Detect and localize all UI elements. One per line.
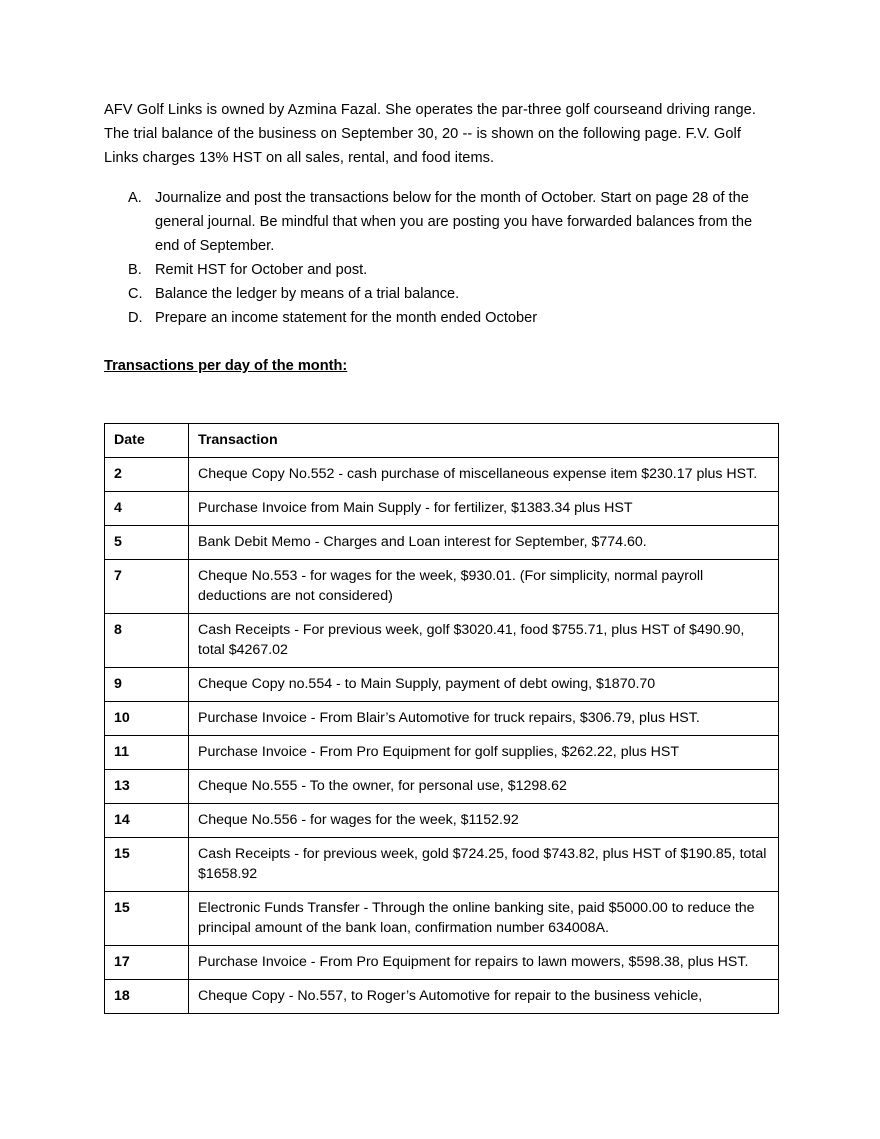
cell-transaction: Purchase Invoice - From Blair’s Automotive for truck repairs, $306.79, plus HST. bbox=[189, 702, 779, 736]
cell-date: 5 bbox=[105, 526, 189, 560]
transactions-table bbox=[104, 423, 779, 1014]
task-marker-d: D. bbox=[128, 310, 143, 326]
cell-date: 14 bbox=[105, 804, 189, 838]
task-item-c bbox=[104, 282, 778, 306]
column-header-transaction: Transaction bbox=[189, 424, 779, 458]
cell-transaction: Cash Receipts - for previous week, gold $724.25, food $743.82, plus HST of $190.85, total $1658.92 bbox=[189, 838, 779, 892]
task-text-b: Remit HST for October and post. bbox=[155, 262, 368, 278]
cell-date: 7 bbox=[105, 560, 189, 614]
cell-date: 9 bbox=[105, 668, 189, 702]
task-text-d: Prepare an income statement for the month ended October bbox=[155, 310, 538, 326]
cell-date: 4 bbox=[105, 492, 189, 526]
table-row bbox=[105, 702, 779, 736]
cell-date: 15 bbox=[105, 838, 189, 892]
table-row bbox=[105, 560, 779, 614]
cell-date: 18 bbox=[105, 980, 189, 1014]
task-item-d bbox=[104, 306, 778, 330]
cell-date: 17 bbox=[105, 946, 189, 980]
cell-date: 2 bbox=[105, 458, 189, 492]
table-row bbox=[105, 614, 779, 668]
cell-transaction: Cheque Copy - No.557, to Roger’s Automotive for repair to the business vehicle, bbox=[189, 980, 779, 1014]
table-row bbox=[105, 946, 779, 980]
task-item-b bbox=[104, 258, 778, 282]
table-body bbox=[105, 458, 779, 1014]
cell-transaction: Cheque No.555 - To the owner, for personal use, $1298.62 bbox=[189, 770, 779, 804]
table-row bbox=[105, 804, 779, 838]
table-row bbox=[105, 668, 779, 702]
cell-date: 8 bbox=[105, 614, 189, 668]
cell-transaction: Purchase Invoice - From Pro Equipment for golf supplies, $262.22, plus HST bbox=[189, 736, 779, 770]
table-row bbox=[105, 526, 779, 560]
cell-transaction: Cash Receipts - For previous week, golf $3020.41, food $755.71, plus HST of $490.90, total $4267.02 bbox=[189, 614, 779, 668]
document-content bbox=[104, 98, 778, 1014]
intro-paragraph: AFV Golf Links is owned by Azmina Fazal. She operates the par-three golf courseand driving range. The trial balance of the business on September 30, 20 -- is shown on the following page. F.V. Golf Links charges 13% HST on all sales, rental, and food items. bbox=[104, 102, 756, 166]
table-row bbox=[105, 492, 779, 526]
cell-transaction: Cheque No.553 - for wages for the week, $930.01. (For simplicity, normal payroll deductions are not considered) bbox=[189, 560, 779, 614]
cell-transaction: Cheque Copy no.554 - to Main Supply, payment of debt owing, $1870.70 bbox=[189, 668, 779, 702]
section-heading: Transactions per day of the month: bbox=[104, 358, 348, 374]
cell-date: 15 bbox=[105, 892, 189, 946]
table-header-row bbox=[105, 424, 779, 458]
cell-date: 11 bbox=[105, 736, 189, 770]
task-item-a bbox=[104, 186, 778, 258]
cell-transaction: Cheque No.556 - for wages for the week, $1152.92 bbox=[189, 804, 779, 838]
cell-date: 10 bbox=[105, 702, 189, 736]
transactions-table-wrap bbox=[104, 423, 778, 1014]
table-row bbox=[105, 892, 779, 946]
task-marker-a: A. bbox=[128, 190, 142, 206]
task-text-c: Balance the ledger by means of a trial balance. bbox=[155, 286, 460, 302]
column-header-date: Date bbox=[105, 424, 189, 458]
table-row bbox=[105, 458, 779, 492]
section-heading-wrap bbox=[104, 330, 778, 378]
cell-transaction: Purchase Invoice - From Pro Equipment for repairs to lawn mowers, $598.38, plus HST. bbox=[189, 946, 779, 980]
task-marker-c: C. bbox=[128, 286, 143, 302]
table-row bbox=[105, 736, 779, 770]
cell-transaction: Purchase Invoice from Main Supply - for fertilizer, $1383.34 plus HST bbox=[189, 492, 779, 526]
task-marker-b: B. bbox=[128, 262, 142, 278]
cell-transaction: Bank Debit Memo - Charges and Loan interest for September, $774.60. bbox=[189, 526, 779, 560]
task-text-a: Journalize and post the transactions below for the month of October. Start on page 28 of the general journal. Be mindful that when you are posting you have forwarded balances from the end of September. bbox=[155, 190, 753, 254]
cell-transaction: Cheque Copy No.552 - cash purchase of miscellaneous expense item $230.17 plus HST. bbox=[189, 458, 779, 492]
table-head bbox=[105, 424, 779, 458]
task-list bbox=[104, 186, 778, 330]
table-row bbox=[105, 980, 779, 1014]
table-row bbox=[105, 838, 779, 892]
table-row bbox=[105, 770, 779, 804]
cell-date: 13 bbox=[105, 770, 189, 804]
cell-transaction: Electronic Funds Transfer - Through the online banking site, paid $5000.00 to reduce the principal amount of the bank loan, confirmation number 634008A. bbox=[189, 892, 779, 946]
